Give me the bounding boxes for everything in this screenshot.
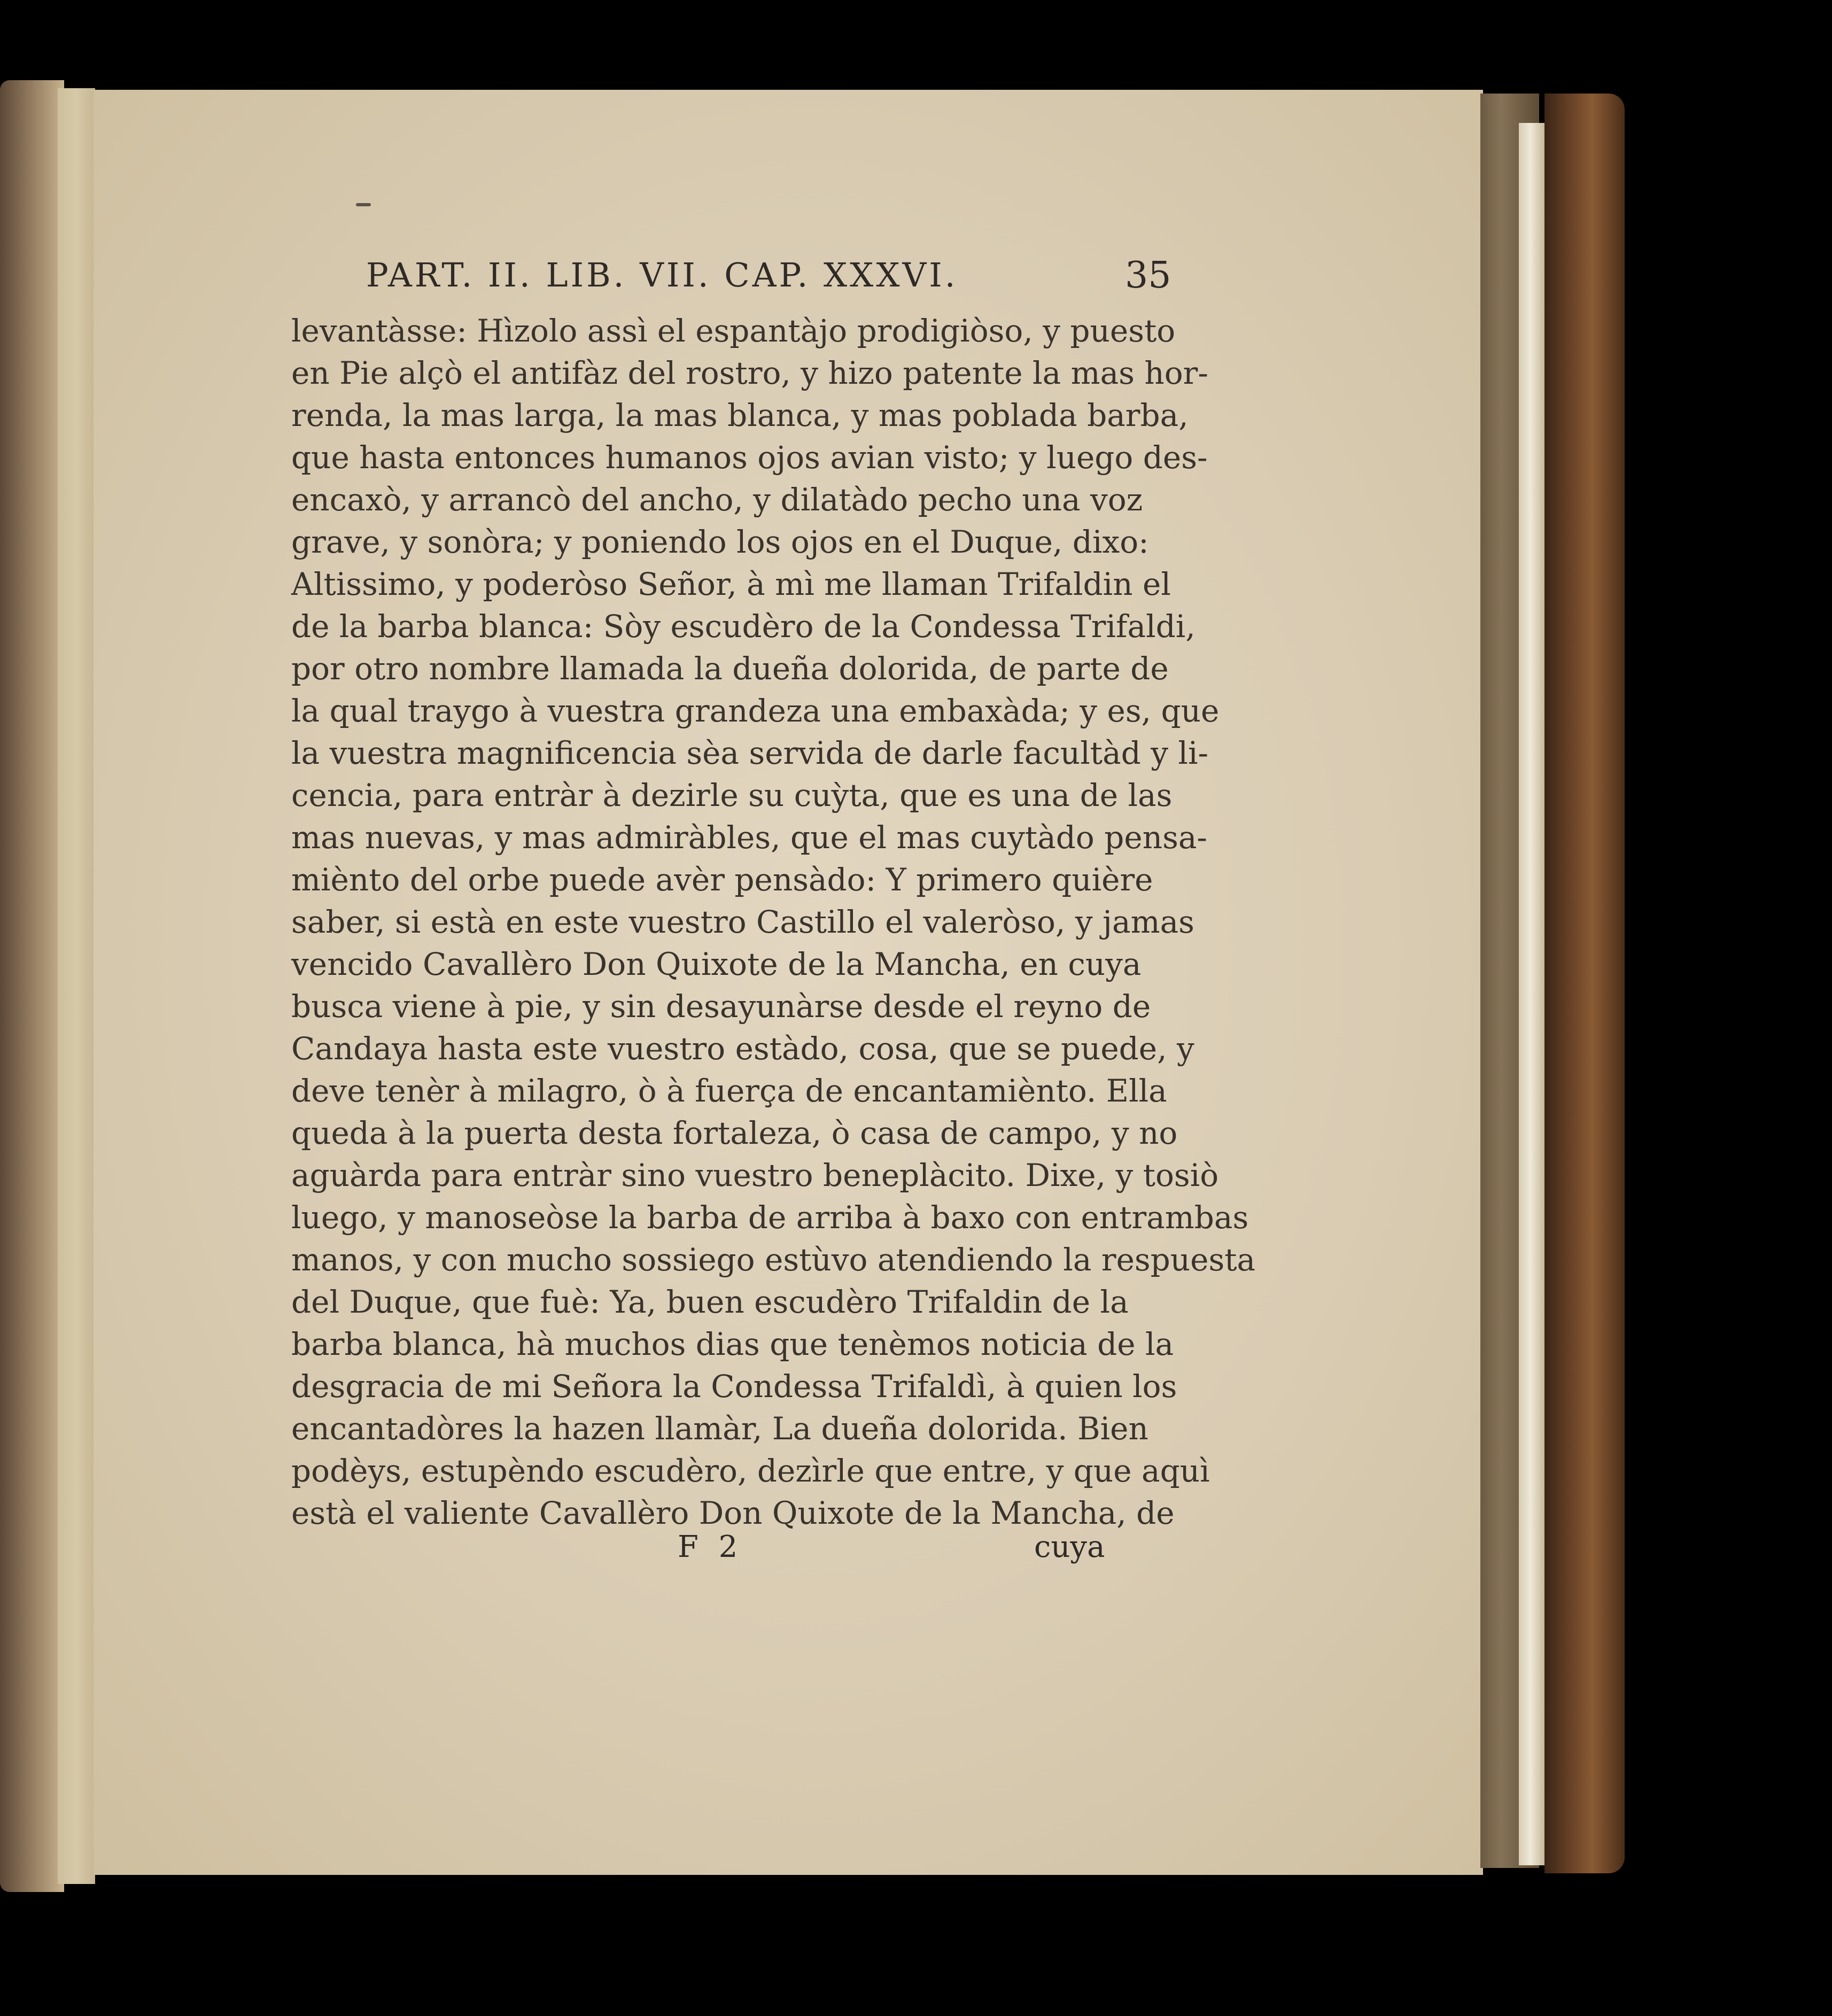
text-line: en Pie alçò el antifàz del rostro, y hizo patente la mas hor- <box>291 355 1208 391</box>
text-line: de la barba blanca: Sòy escudèro de la Condessa Trifaldi, <box>291 608 1196 645</box>
text-line: saber, si està en este vuestro Castillo el valeròso, y jamas <box>291 904 1194 940</box>
text-line: cencia, para entràr à dezirle su cuỳta, que es una de las <box>291 777 1173 813</box>
text-line: del Duque, que fuè: Ya, buen escudèro Trifaldin de la <box>291 1284 1129 1320</box>
book-cover-edge <box>1544 94 1625 1873</box>
text-line: luego, y manoseòse la barba de arriba à baxo con entrambas <box>291 1199 1249 1236</box>
page-block-highlight <box>1519 123 1544 1865</box>
text-line: desgracia de mi Señora la Condessa Trifaldì, à quien los <box>291 1368 1177 1405</box>
text-line: la qual traygo à vuestra grandeza una embaxàda; y es, que <box>291 693 1220 729</box>
text-line: podèys, estupèndo escudèro, dezìrle que entre, y que aquì <box>291 1453 1210 1489</box>
text-line: renda, la mas larga, la mas blanca, y mas poblada barba, <box>291 397 1189 433</box>
text-line: deve tenèr à milagro, ò à fuerça de encantamiènto. Ella <box>291 1073 1167 1109</box>
text-line: aguàrda para entràr sino vuestro beneplàcito. Dixe, y tosiò <box>291 1157 1219 1193</box>
text-line: mas nuevas, y mas admiràbles, que el mas cuytàdo pensa- <box>291 819 1208 856</box>
text-line: queda à la puerta desta fortaleza, ò casa de campo, y no <box>291 1115 1178 1151</box>
text-line: barba blanca, hà muchos dias que tenèmos noticia de la <box>291 1326 1174 1362</box>
running-header: PART. II. LIB. VII. CAP. XXXVI. <box>366 255 958 294</box>
page-number: 35 <box>1125 254 1171 297</box>
book-gutter <box>58 88 95 1884</box>
body-text <box>291 310 1256 1534</box>
text-line: por otro nombre llamada la dueña dolorida, de parte de <box>291 650 1169 687</box>
text-line: encantadòres la hazen llamàr, La dueña dolorida. Bien <box>291 1410 1148 1447</box>
text-line: levantàsse: Hìzolo assì el espantàjo prodigiòso, y puesto <box>291 313 1176 349</box>
text-line: miènto del orbe puede avèr pensàdo: Y primero quière <box>291 862 1153 898</box>
catchword: cuya <box>1034 1530 1105 1564</box>
text-line: està el valiente Cavallèro Don Quixote de la Mancha, de <box>291 1495 1175 1531</box>
text-line: que hasta entonces humanos ojos avian visto; y luego des- <box>291 439 1208 476</box>
signature-mark: F 2 <box>678 1530 743 1564</box>
text-line: encaxò, y arrancò del ancho, y dilatàdo pecho una voz <box>291 482 1143 518</box>
ink-mark <box>356 203 371 206</box>
text-line: grave, y sonòra; y poniendo los ojos en el Duque, dixo: <box>291 524 1149 560</box>
text-line: vencido Cavallèro Don Quixote de la Mancha, en cuya <box>291 946 1142 982</box>
text-line: manos, y con mucho sossiego estùvo atendiendo la respuesta <box>291 1242 1256 1278</box>
text-line: la vuestra magnificencia sèa servida de darle facultàd y li- <box>291 735 1209 771</box>
text-line: Altissimo, y poderòso Señor, à mì me llaman Trifaldin el <box>291 566 1171 602</box>
text-line: busca viene à pie, y sin desayunàrse desde el reyno de <box>291 988 1151 1025</box>
text-line: Candaya hasta este vuestro estàdo, cosa, que se puede, y <box>291 1030 1194 1067</box>
previous-page-edge <box>0 80 64 1892</box>
